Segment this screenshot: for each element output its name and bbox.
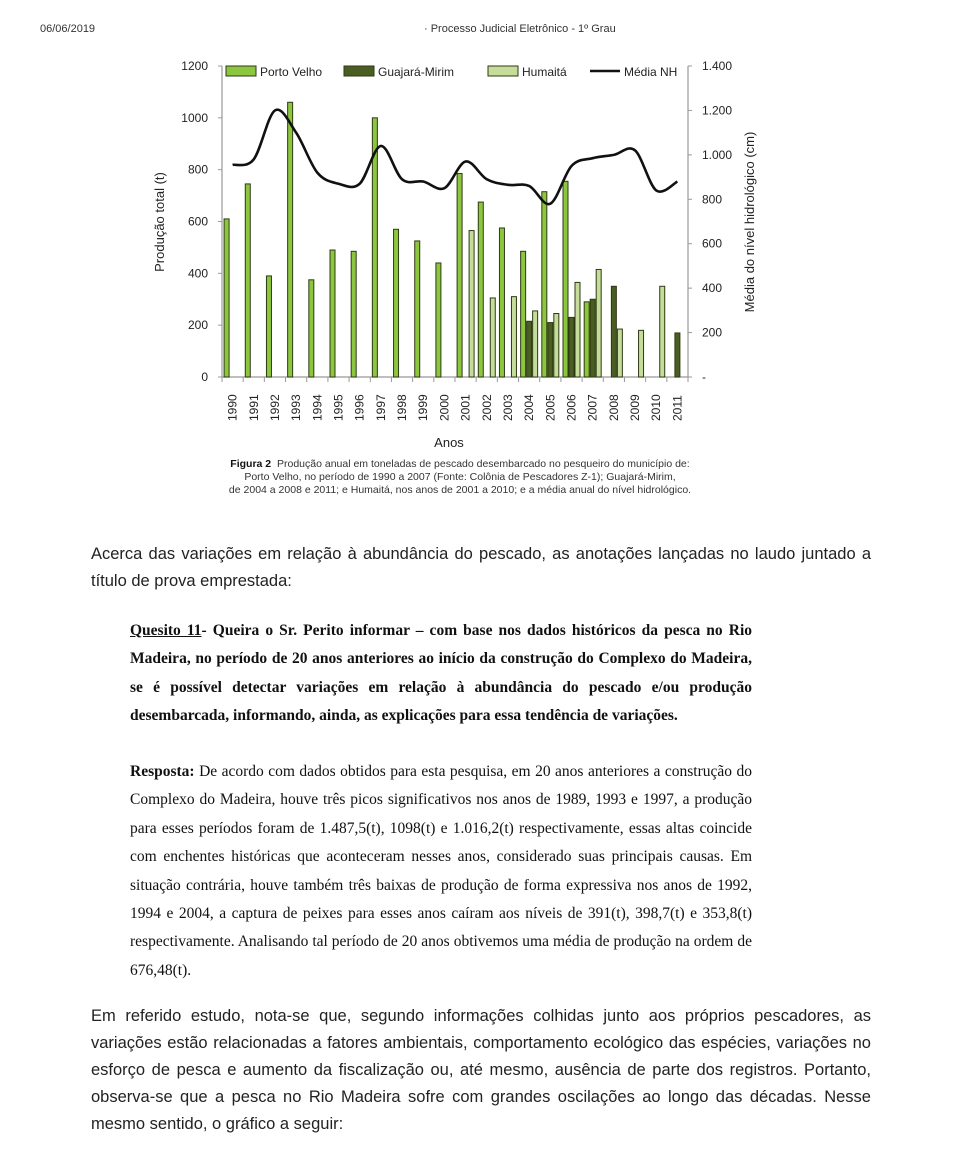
quesito-text: - Queira o Sr. Perito informar – com base nos dados históricos da pesca no Rio Madeira, no período de 20 anos anteriores ao início da construção do Complexo do Madeira, se é possível detectar variações em relação à abundância do pescado e/ou produção desembarcada, informando, ainda, as explicações para essa tendência de variações.: [130, 622, 752, 724]
y2-axis-title: Média do nível hidrológico (cm): [742, 131, 757, 313]
page-header-title: · Processo Judicial Eletrônico - 1º Grau: [424, 23, 616, 35]
bar-humait-: [596, 269, 601, 377]
bar-porto-velho: [245, 184, 250, 377]
bar-porto-velho: [309, 280, 314, 377]
y-tick-label: 1200: [181, 59, 208, 73]
x-tick-label: 1992: [267, 394, 282, 421]
y2-tick-label: 1.000: [702, 147, 733, 162]
x-tick-label: 2006: [564, 394, 579, 421]
bar-porto-velho: [521, 251, 526, 377]
x-tick-label: 2010: [649, 394, 664, 421]
y2-tick-label: -: [702, 370, 706, 384]
y-tick-label: 0: [201, 370, 208, 384]
x-tick-label: 2007: [585, 394, 600, 421]
x-tick-label: 1998: [395, 394, 410, 421]
figure-caption-line2: Porto Velho, no período de 1990 a 2007 (Fonte: Colônia de Pescadores Z-1); Guajará-Mirim,: [244, 471, 676, 483]
figure-caption-line1: Produção anual em toneladas de pescado desembarcado no pesqueiro do município de:: [276, 458, 690, 470]
y2-tick-label: 200: [702, 325, 723, 340]
y2-tick-label: 600: [702, 236, 723, 251]
bar-porto-velho: [288, 102, 293, 377]
bar-porto-velho: [224, 219, 229, 377]
y2-tick-label: 800: [702, 192, 723, 207]
bar-porto-velho: [584, 302, 589, 377]
bar-guajar-mirim: [611, 286, 616, 377]
x-tick-label: 2000: [437, 394, 452, 421]
bar-porto-velho: [415, 241, 420, 377]
x-tick-label: 1994: [310, 394, 325, 421]
x-tick-label: 1995: [331, 394, 346, 421]
y-tick-label: 600: [187, 214, 208, 229]
legend-label: Humaitá: [522, 65, 567, 79]
quesito-label: Quesito 11: [130, 622, 202, 639]
figure-caption-line3: de 2004 a 2008 e 2011; e Humaitá, nos anos de 2001 a 2010; e a média anual do nível hidrológico.: [228, 484, 692, 496]
x-tick-label: 2005: [543, 394, 558, 421]
x-tick-label: 1993: [289, 394, 304, 421]
x-tick-label: 2009: [628, 394, 643, 421]
bar-porto-velho: [330, 250, 335, 377]
resposta-block: [130, 758, 752, 985]
resposta-label: Resposta:: [130, 763, 195, 780]
y-axis-title: Produção total (t): [152, 172, 167, 272]
x-tick-label: 1996: [352, 394, 367, 421]
figure-caption: [160, 458, 760, 497]
x-tick-label: 2001: [458, 394, 473, 421]
bar-humait-: [617, 329, 622, 377]
conclusion-paragraph: Em referido estudo, nota-se que, segundo informações colhidas junto aos próprios pescadores, as variações estão relacionadas a fatores ambientais, comportamento ecológico das espécies, variações no esforço de pesca e aumento da fiscalização ou, até mesmo, ausência de parte dos registros. Portanto, observa-se que a pesca no Rio Madeira sofre com grandes oscilações ao longo das décadas. Nesse mesmo sentido, o gráfico a seguir:: [91, 1007, 871, 1133]
bar-porto-velho: [478, 202, 483, 377]
legend-label: Porto Velho: [260, 65, 323, 79]
x-tick-label: 2004: [522, 394, 537, 421]
bar-porto-velho: [266, 276, 271, 377]
x-tick-label: 1997: [373, 394, 388, 421]
x-tick-label: 1990: [225, 394, 240, 421]
x-tick-label: 2011: [670, 395, 685, 421]
y2-tick-label: 400: [702, 281, 723, 296]
legend-swatch: [226, 66, 256, 76]
bar-porto-velho: [563, 181, 568, 377]
y2-tick-label: 1.200: [702, 103, 733, 118]
legend-swatch: [488, 66, 518, 76]
bar-humait-: [639, 330, 644, 377]
bar-humait-: [533, 311, 538, 377]
bar-humait-: [469, 231, 474, 377]
bar-porto-velho: [351, 251, 356, 377]
bar-porto-velho: [542, 192, 547, 377]
bar-porto-velho: [499, 228, 504, 377]
legend-label: Guajará-Mirim: [378, 65, 455, 79]
bar-humait-: [660, 286, 665, 377]
bar-guajar-mirim: [675, 333, 680, 377]
legend-label: Média NH: [624, 65, 678, 79]
quesito-block: [130, 617, 752, 730]
bar-humait-: [575, 282, 580, 377]
y2-tick-label: 1.400: [702, 59, 733, 73]
page-date: 06/06/2019: [40, 23, 96, 35]
bar-humait-: [511, 297, 516, 377]
bar-guajar-mirim: [548, 323, 553, 377]
y-tick-label: 800: [187, 162, 208, 177]
production-chart: [140, 50, 780, 460]
figure-caption-label: Figura 2: [230, 458, 272, 470]
media-nh-line: [233, 110, 678, 204]
x-tick-label: 2008: [606, 394, 621, 421]
legend-swatch: [344, 66, 374, 76]
y-tick-label: 200: [187, 318, 208, 333]
bar-porto-velho: [436, 263, 441, 377]
y-tick-label: 1000: [181, 110, 208, 125]
bar-guajar-mirim: [569, 317, 574, 377]
y-tick-label: 400: [187, 266, 208, 281]
bar-guajar-mirim: [527, 321, 532, 377]
x-tick-label: 1991: [246, 394, 261, 421]
bar-porto-velho: [457, 174, 462, 377]
bar-porto-velho: [394, 229, 399, 377]
x-tick-label: 2002: [479, 394, 494, 421]
intro-paragraph: Acerca das variações em relação à abundância do pescado, as anotações lançadas no laudo juntado a título de prova emprestada:: [91, 545, 871, 590]
x-tick-label: 1999: [416, 394, 431, 421]
resposta-text: De acordo com dados obtidos para esta pesquisa, em 20 anos anteriores a construção do Complexo do Madeira, houve três picos significativos nos anos de 1989, 1993 e 1997, a produção para esses períodos foram de 1.487,5(t), 1098(t) e 1.016,2(t) respectivamente, essas altas coincide com enchentes históricas que aconteceram nesses anos, considerado suas principais causas. Em situação contrária, houve também três baixas de produção de forma expressiva nos anos de 1992, 1994 e 2004, a captura de peixes para esses anos caíram aos níveis de 391(t), 398,7(t) e 353,8(t) respectivamente. Analisando tal período de 20 anos obtivemos uma média de produção na ordem de 676,48(t).: [130, 763, 752, 979]
x-axis-title: Anos: [434, 435, 464, 450]
x-tick-label: 2003: [500, 394, 515, 421]
bar-humait-: [554, 314, 559, 377]
bar-humait-: [490, 298, 495, 377]
bar-guajar-mirim: [590, 299, 595, 377]
